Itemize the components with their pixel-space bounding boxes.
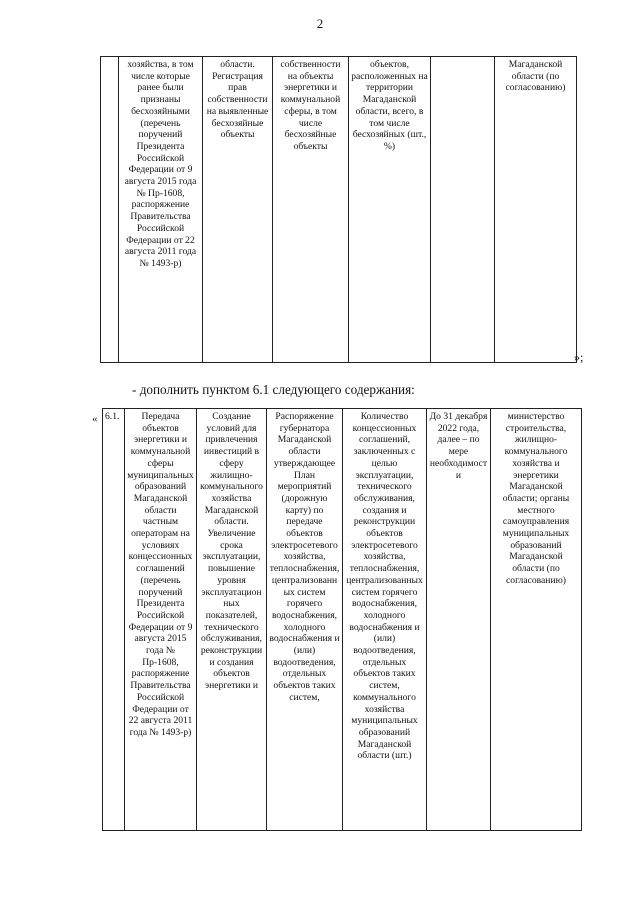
cell-name: хозяйства, в том числе которые ранее были признаны бесхозяйными (перечень поручений Президента Российской Федерации от 9 августа 2015 года № Пр-1608, распоряжение Правительства Российской Федерации от 22 августа 2011 года № 1493-р) [119,57,203,363]
table-item-6-1 [102,408,582,831]
cell-goal: области. Регистрация прав собственности на выявленные бесхозяйные объекты [203,57,273,363]
page-number: 2 [316,16,324,31]
cell-indicator: объектов, расположенных на территории Магаданской области, всего, в том числе бесхозяйных (шт., %) [349,57,431,363]
table-row [103,409,582,831]
cell-goal: Создание условий для привлечения инвестиций в сферу жилищно-коммунального хозяйства Магаданской области. Увеличение срока эксплуатации, повышение уровня эксплуатационных показателей, технического обслуживания, реконструкции и создания объектов энергетики и [197,409,267,831]
cell-responsible: министерство строительства, жилищно-коммунального хозяйства и энергетики Магаданской области; органы местного самоуправления муниципальных образований Магаданской области (по согласованию) [491,409,582,831]
cell-number: 6.1. [103,409,125,831]
table-continuation [100,56,577,363]
open-quote: « [92,413,98,425]
end-quote: »; [574,350,584,364]
cell-deadline: До 31 декабря 2022 года, далее – по мере необходимости [427,409,491,831]
table-row [101,57,577,363]
cell-indicator: Количество концессионных соглашений, заключенных с целью эксплуатации, технического обслуживания, создания и реконструкции объектов электросетевого хозяйства, теплоснабжения, централизованных систем горячего водоснабжения, холодного водоснабжения и (или) водоотведения, отдельных объектов таких систем, коммунального хозяйства муниципальных образований Магаданской области (шт.) [343,409,427,831]
amendment-text: - дополнить пунктом 6.1 следующего содержания: [132,382,415,397]
cell-name: Передача объектов энергетики и коммунальной сферы муниципальных образований Магаданской области частным операторам на условиях концессионных соглашений (перечень поручений Президента Российской Федерации от 9 августа 2015 года № Пр-1608, распоряжение Правительства Российской Федерации от 22 августа 2011 года № 1493-р) [125,409,197,831]
cell-document: Распоряжение губернатора Магаданской области утверждающее План мероприятий (дорожную карту) по передаче объектов электросетевого хозяйства, теплоснабжения, централизованных систем горячего водоснабжения, холодного водоснабжения и (или) водоотведения, отдельных объектов таких систем, [267,409,343,831]
cell-number [101,57,119,363]
cell-deadline [431,57,495,363]
cell-responsible: Магаданской области (по согласованию) [495,57,577,363]
cell-document: собственности на объекты энергетики и коммунальной сферы, в том числе бесхозяйные объекты [273,57,349,363]
